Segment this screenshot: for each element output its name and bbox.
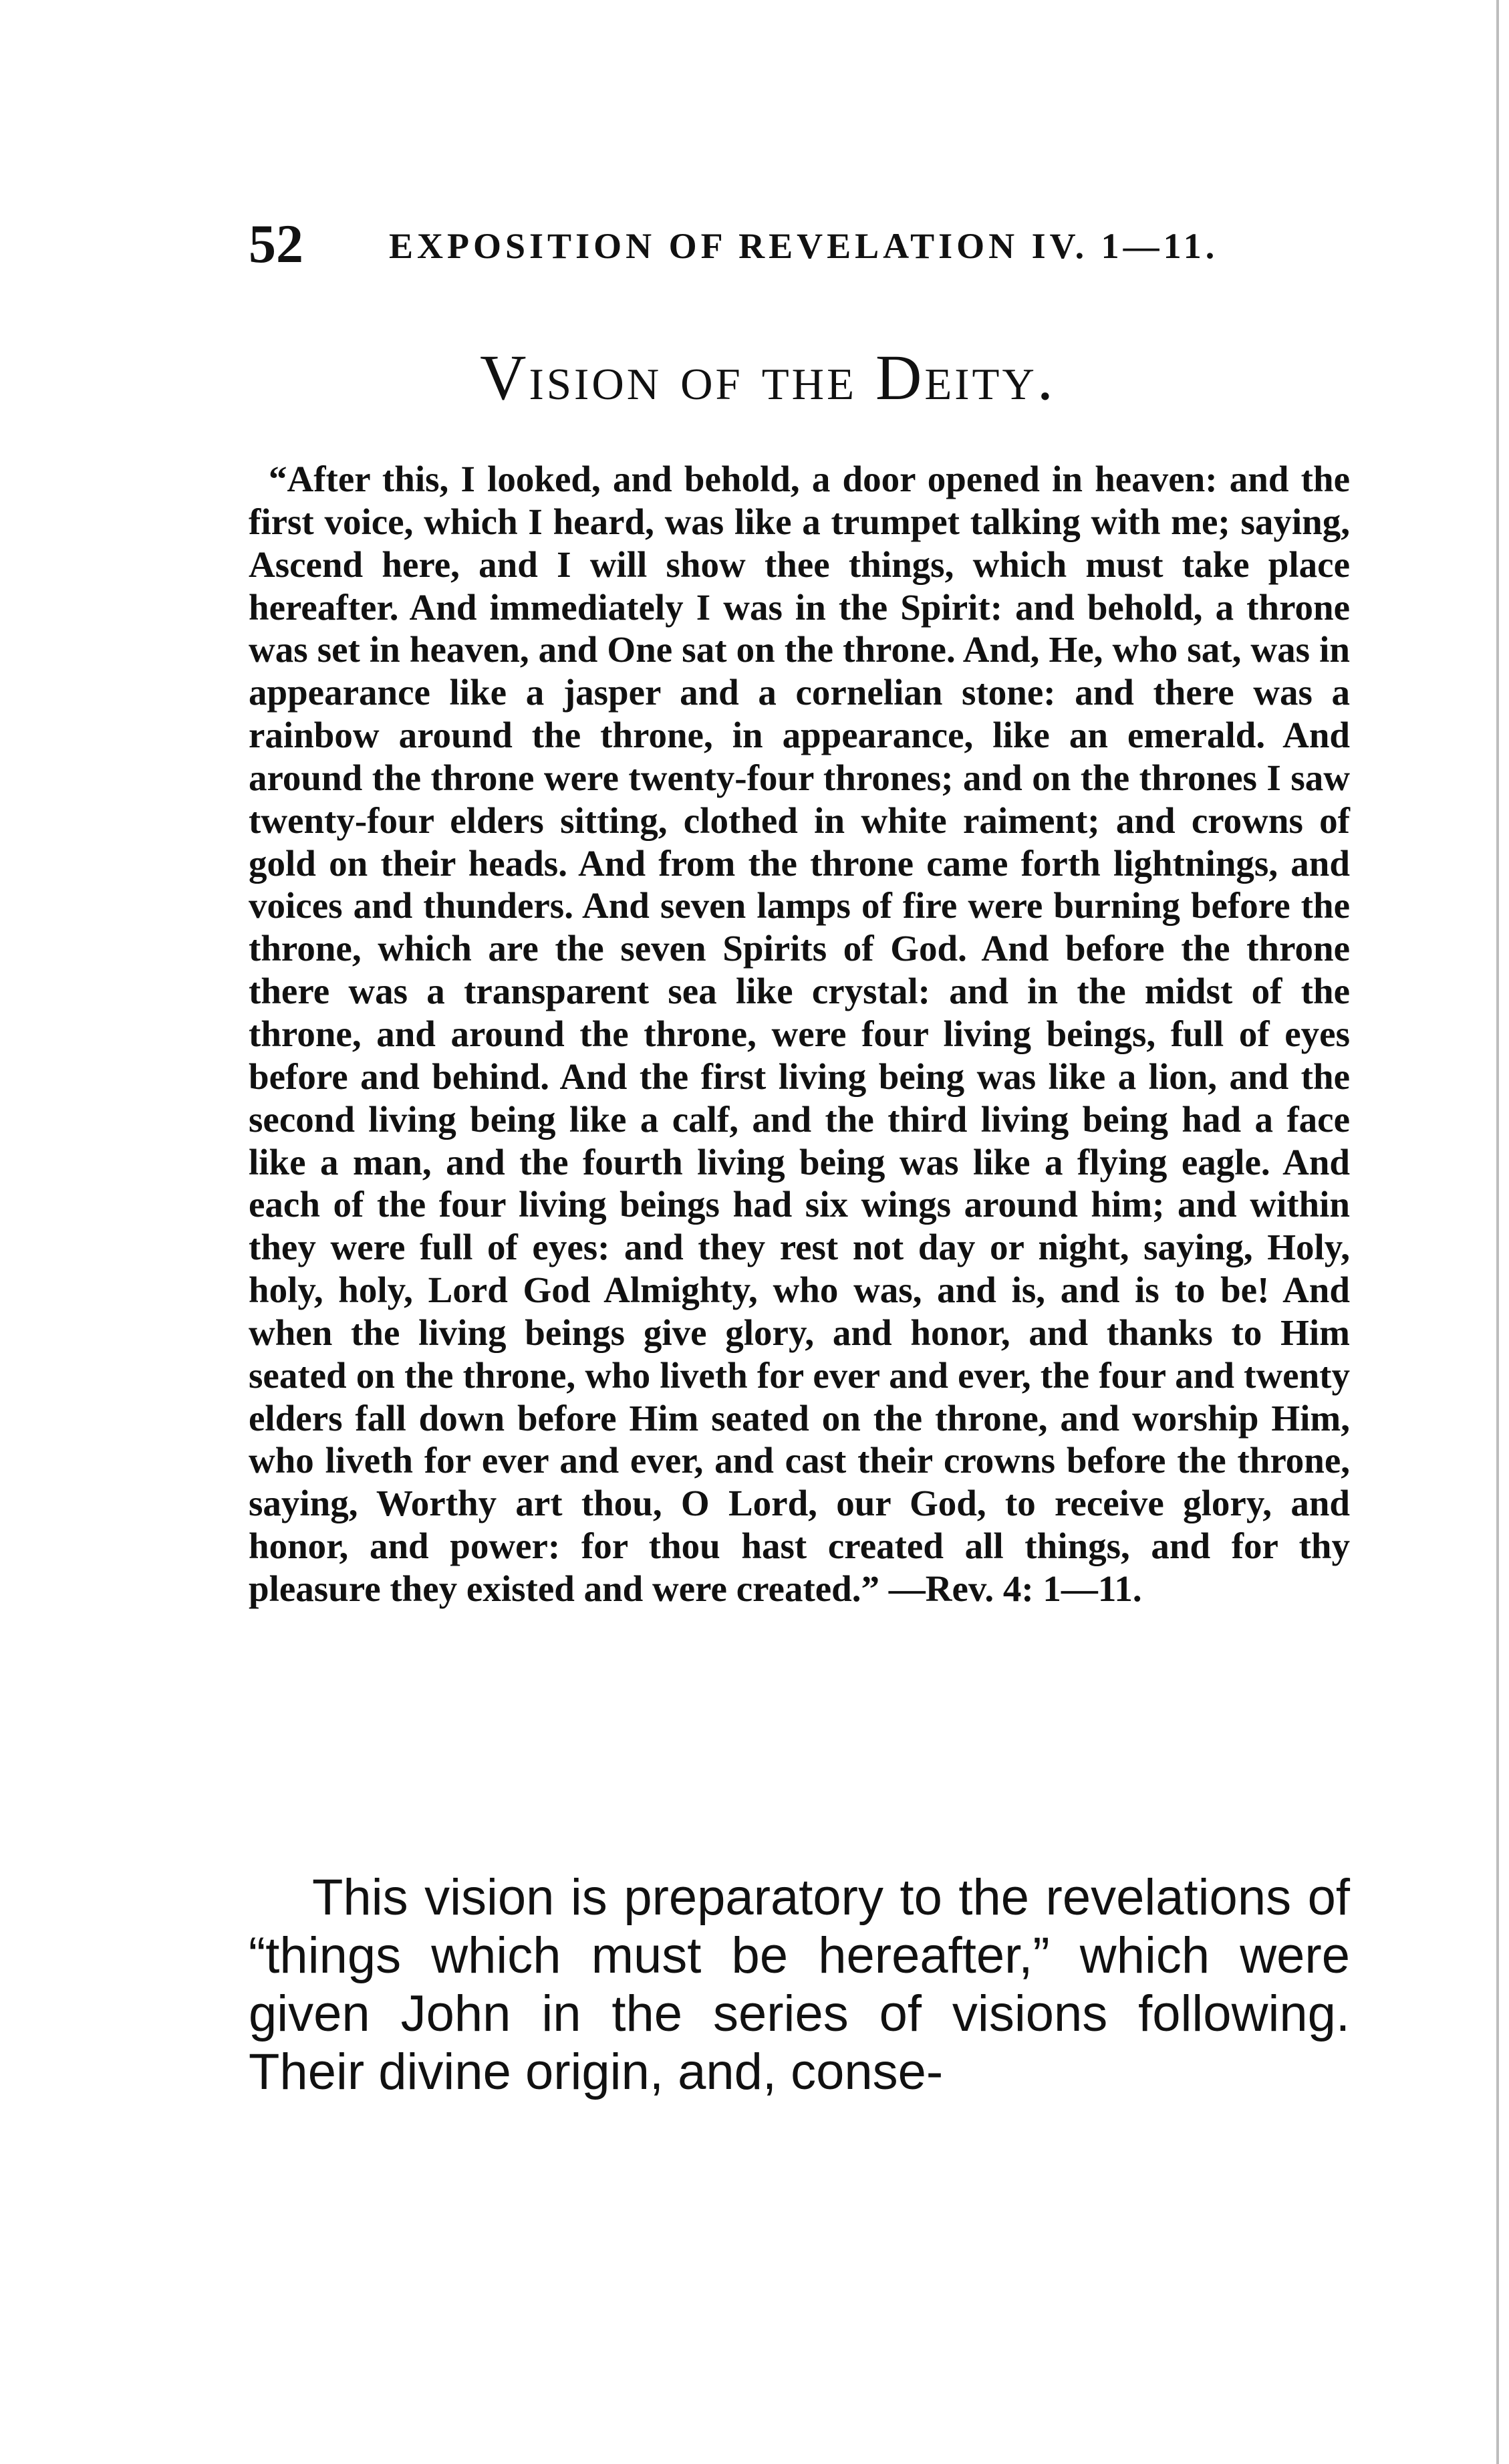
body-paragraph: This vision is preparatory to the revelations of “things which must be hereafter,” which were given John in the series of visions following. Their divine origin, and, conse- <box>249 1869 1350 2100</box>
scripture-quotation: “After this, I looked, and behold, a door opened in heaven: and the first voice, which I heard, was like a trumpet talking with me; saying, Ascend here, and I will show thee things, which must take place hereafter. And immediately I was in the Spirit: and behold, a throne was set in heaven, and One sat on the throne. And, He, who sat, was in appearance like a jasper and a cornelian stone: and there was a rainbow around the throne, in appearance, like an emerald. And around the throne were twenty-four thrones; and on the thrones I saw twenty-four elders sitting, clothed in white raiment; and crowns of gold on their heads. And from the throne came forth lightnings, and voices and thunders. And seven lamps of fire were burning before the throne, which are the seven Spirits of God. And before the throne there was a transparent sea like crystal: and in the midst of the throne, and around the throne, were four living beings, full of eyes before and behind. And the first living being was like a lion, and the second living being like a calf, and the third living being had a face like a man, and the fourth living being was like a flying eagle. And each of the four living beings had six wings around him; and within they were full of eyes: and they rest not day or night, saying, Holy, holy, holy, Lord God Almighty, who was, and is, and is to be! And when the living beings give glory, and honor, and thanks to Him seated on the throne, who liveth for ever and ever, the four and twenty elders fall down before Him seated on the throne, and worship Him, who liveth for ever and ever, and cast their crowns before the throne, saying, Worthy art thou, O Lord, our God, to receive glory, and honor, and power: for thou hast created all things, and for thy pleasure they existed and were created.” —Rev. 4: 1—11. <box>249 459 1350 1609</box>
running-title: EXPOSITION OF REVELATION IV. 1—11. <box>389 226 1219 266</box>
running-head <box>249 207 1345 281</box>
page-number: 52 <box>249 213 303 274</box>
section-title: Vision of the Deity. <box>480 342 1056 413</box>
